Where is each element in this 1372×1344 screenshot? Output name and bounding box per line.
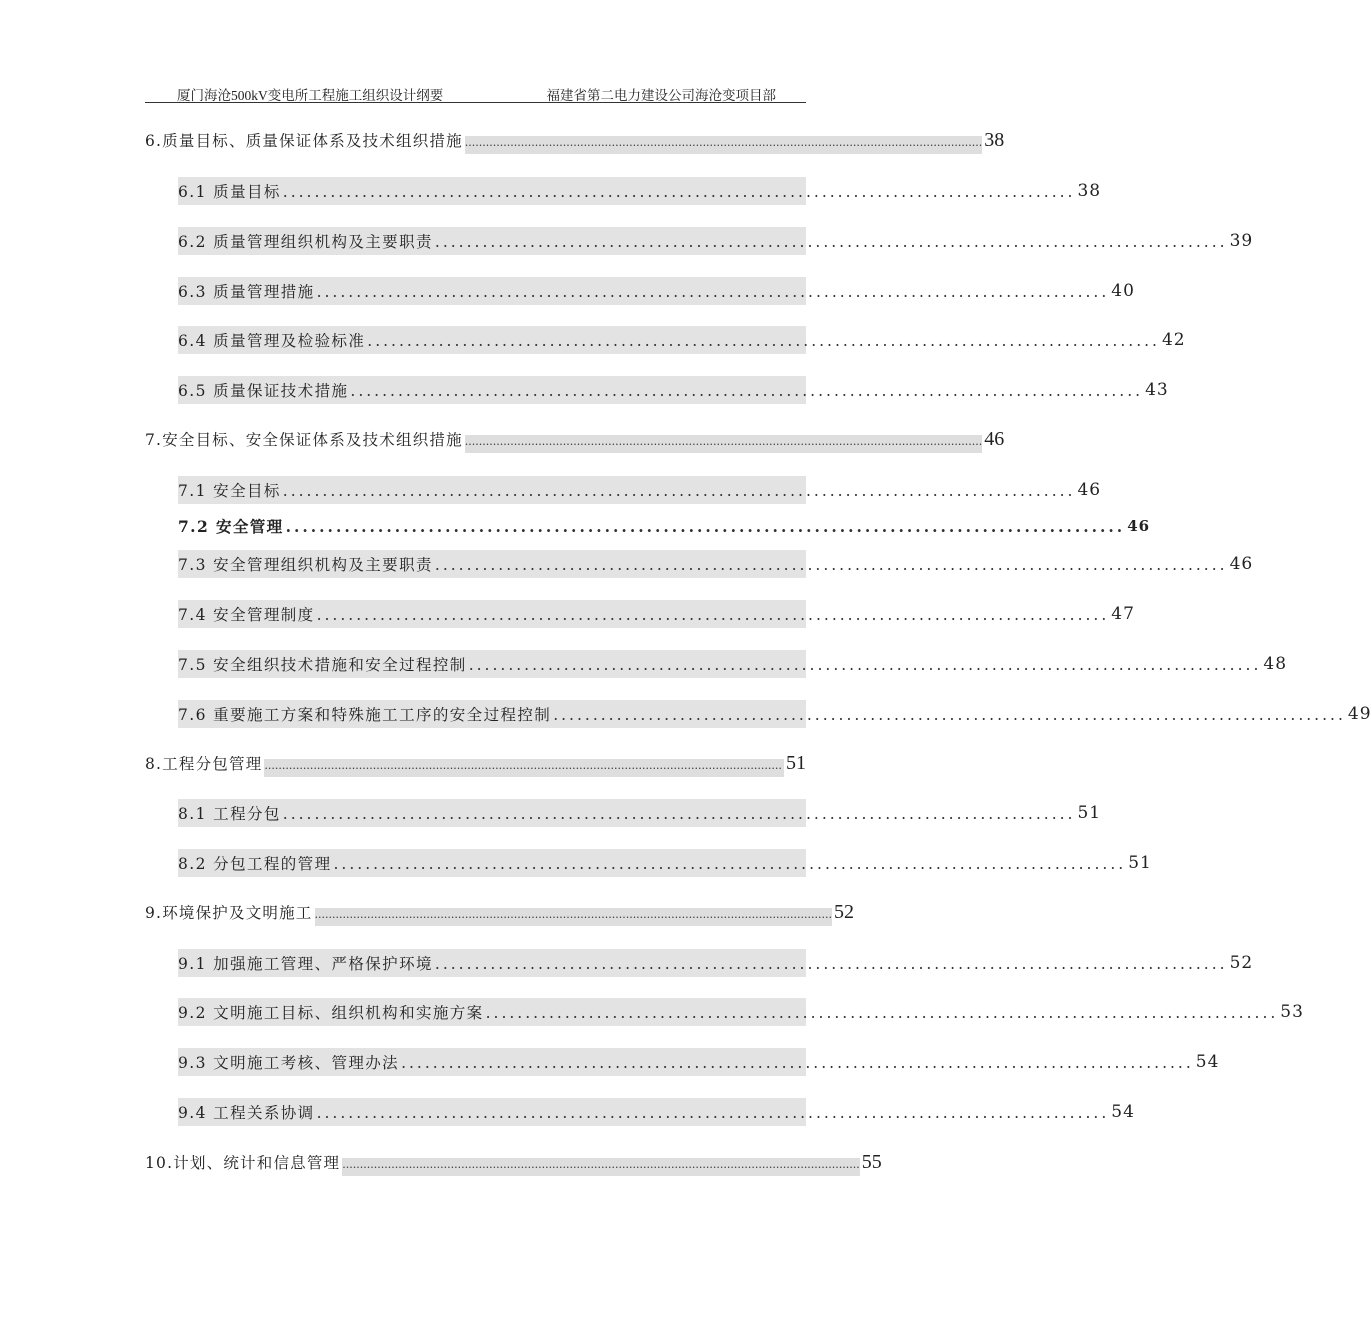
toc-entry-page: 47 bbox=[1111, 604, 1135, 624]
toc-entry-page: 51 bbox=[786, 751, 806, 774]
toc-leader-dots: .................................................................................................... bbox=[434, 955, 1228, 973]
toc-entry-page: 46 bbox=[1077, 480, 1102, 500]
toc-entry-page: 53 bbox=[1280, 1002, 1304, 1022]
toc-leader-dots: .................................................................................................... bbox=[316, 606, 1110, 624]
toc-entry-page: 55 bbox=[861, 1150, 882, 1173]
toc-entry[interactable] bbox=[178, 849, 1152, 877]
toc-entry[interactable] bbox=[178, 998, 1304, 1026]
toc-entry-page: 54 bbox=[1195, 1052, 1220, 1072]
toc-entry[interactable] bbox=[178, 326, 1186, 354]
toc-entry[interactable] bbox=[145, 425, 1005, 453]
toc-leader-dots: .................................................................................................... bbox=[485, 1004, 1279, 1022]
page-header bbox=[145, 80, 806, 103]
toc-entry-label: 7.6 重要施工方案和特殊施工工序的安全过程控制 bbox=[178, 706, 552, 724]
toc-entry-page: 38 bbox=[984, 128, 1005, 151]
toc-entry-label: 6.5 质量保证技术措施 bbox=[178, 382, 349, 400]
toc-entry-label: 7.3 安全管理组织机构及主要职责 bbox=[178, 556, 433, 574]
toc-leader-dots: .................................................................................................... bbox=[468, 656, 1262, 674]
toc-leader-dots: .................................................................................................... bbox=[401, 1054, 1194, 1072]
toc-entry[interactable] bbox=[145, 898, 854, 926]
toc-entry[interactable] bbox=[178, 227, 1254, 255]
toc-entry[interactable] bbox=[178, 277, 1135, 305]
toc-entry-label: 7.安全目标、安全保证体系及技术组织措施 bbox=[145, 431, 463, 449]
toc-entry-page: 43 bbox=[1145, 380, 1169, 400]
toc-entry[interactable] bbox=[178, 600, 1135, 628]
toc-entry-label: 8.工程分包管理 bbox=[145, 755, 263, 773]
toc-leader-dots: .................................................................................................... bbox=[434, 556, 1228, 574]
toc-entry-label: 7.4 安全管理制度 bbox=[178, 606, 315, 624]
toc-entry-page: 52 bbox=[834, 900, 854, 923]
toc-entry[interactable] bbox=[178, 177, 1102, 205]
toc-leader-dots: .................................................................................................... bbox=[316, 283, 1110, 301]
toc-entry-label: 10.计划、统计和信息管理 bbox=[145, 1154, 341, 1172]
toc-entry[interactable] bbox=[178, 512, 1151, 540]
toc-entry-label: 9.3 文明施工考核、管理办法 bbox=[178, 1054, 400, 1072]
toc-entry-page: 46 bbox=[1229, 554, 1254, 574]
toc-entry-page: 54 bbox=[1111, 1102, 1135, 1122]
toc-leader-dots: .................................................................................................... bbox=[333, 855, 1127, 873]
toc-entry-label: 6.1 质量目标 bbox=[178, 183, 281, 201]
toc-entry-page: 49 bbox=[1347, 704, 1372, 724]
toc-leader-dots: .................................................................................................................................................... bbox=[465, 136, 983, 154]
toc-entry-label: 6.2 质量管理组织机构及主要职责 bbox=[178, 233, 433, 251]
toc-entry-page: 52 bbox=[1229, 953, 1254, 973]
toc-entry-label: 9.1 加强施工管理、严格保护环境 bbox=[178, 955, 433, 973]
toc-entry-page: 51 bbox=[1077, 803, 1102, 823]
toc-entry[interactable] bbox=[178, 476, 1102, 504]
toc-entry-page: 46 bbox=[984, 427, 1005, 450]
toc-entry-label: 6.4 质量管理及检验标准 bbox=[178, 332, 366, 350]
toc-entry[interactable] bbox=[178, 700, 1372, 728]
header-organization: 福建省第二电力建设公司海沧变项目部 bbox=[546, 88, 776, 103]
toc-leader-dots: .................................................................................................... bbox=[282, 183, 1076, 201]
toc-entry-label: 9.2 文明施工目标、组织机构和实施方案 bbox=[178, 1004, 484, 1022]
header-document-title: 厦门海沧500kV变电所工程施工组织设计纲要 bbox=[177, 88, 444, 103]
toc-entry-page: 46 bbox=[1127, 517, 1151, 535]
toc-leader-dots: .................................................................................................................................................... bbox=[315, 908, 833, 926]
toc-leader-dots: .................................................................................................... bbox=[553, 706, 1346, 724]
toc-entry-label: 6.3 质量管理措施 bbox=[178, 283, 315, 301]
toc-entry[interactable] bbox=[145, 1148, 882, 1176]
toc-entry[interactable] bbox=[145, 749, 806, 777]
toc-entry-page: 40 bbox=[1111, 281, 1135, 301]
toc-entry-label: 8.1 工程分包 bbox=[178, 805, 281, 823]
toc-leader-dots: .................................................................................................................................................... bbox=[342, 1158, 860, 1176]
toc-leader-dots: .................................................................................................... bbox=[316, 1104, 1110, 1122]
toc-leader-dots: .................................................................................................... bbox=[434, 233, 1228, 251]
toc-entry-page: 39 bbox=[1229, 231, 1254, 251]
toc-entry[interactable] bbox=[178, 1048, 1220, 1076]
toc-entry[interactable] bbox=[178, 376, 1169, 404]
toc-entry-label: 7.2 安全管理 bbox=[178, 517, 284, 536]
toc-leader-dots: .................................................................................................... bbox=[282, 805, 1076, 823]
toc-entry-label: 7.1 安全目标 bbox=[178, 482, 281, 500]
toc-entry-page: 48 bbox=[1263, 654, 1288, 674]
toc-leader-dots: .................................................................................................................................................... bbox=[465, 435, 983, 453]
toc-entry-label: 6.质量目标、质量保证体系及技术组织措施 bbox=[145, 132, 463, 150]
toc-entry[interactable] bbox=[178, 1098, 1135, 1126]
toc-entry[interactable] bbox=[178, 650, 1288, 678]
toc-entry-label: 9.4 工程关系协调 bbox=[178, 1104, 315, 1122]
toc-entry[interactable] bbox=[145, 126, 1005, 154]
toc-leader-dots: .................................................................................................... bbox=[367, 332, 1160, 350]
toc-entry[interactable] bbox=[178, 949, 1254, 977]
toc-leader-dots: .................................................................................................... bbox=[350, 382, 1144, 400]
toc-entry-label: 7.5 安全组织技术措施和安全过程控制 bbox=[178, 656, 467, 674]
toc-entry-label: 9.环境保护及文明施工 bbox=[145, 904, 313, 922]
toc-entry-label: 8.2 分包工程的管理 bbox=[178, 855, 332, 873]
toc-entry-page: 51 bbox=[1128, 853, 1152, 873]
toc-leader-dots: .................................................................................................... bbox=[285, 517, 1126, 536]
toc-entry[interactable] bbox=[178, 550, 1254, 578]
toc-entry-page: 38 bbox=[1077, 181, 1102, 201]
toc-entry-page: 42 bbox=[1161, 330, 1186, 350]
toc-leader-dots: .................................................................................................... bbox=[282, 482, 1076, 500]
toc-entry[interactable] bbox=[178, 799, 1102, 827]
toc-leader-dots: .................................................................................................................................................... bbox=[264, 759, 784, 777]
